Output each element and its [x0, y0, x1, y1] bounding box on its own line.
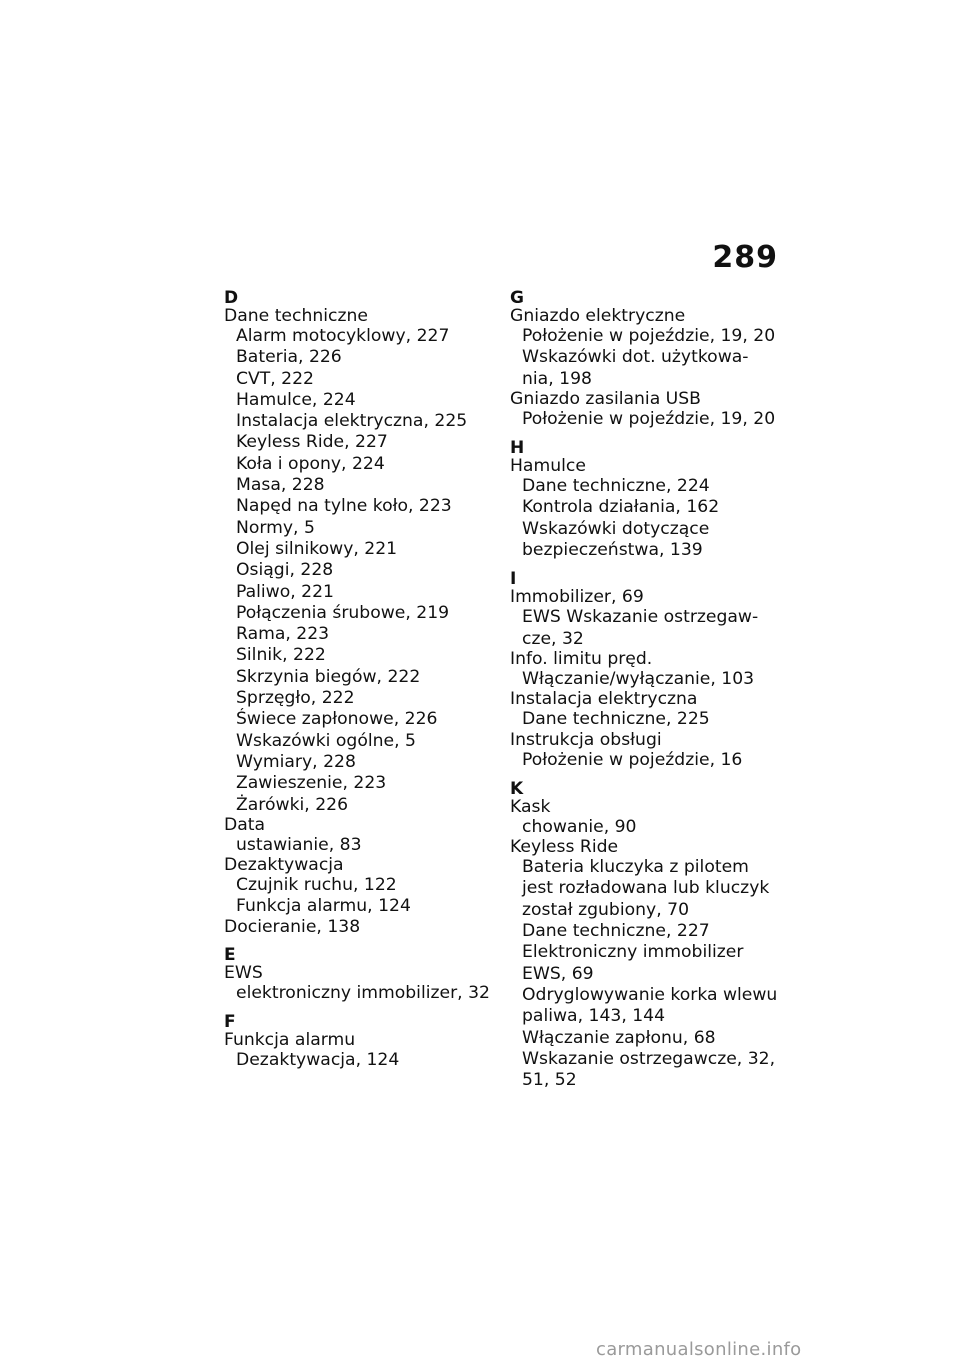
index-column-right — [510, 290, 782, 1091]
index-entry: Instalacja elektryczna — [510, 689, 698, 710]
index-letter-heading: H — [510, 438, 525, 459]
index-entry: Docieranie, 138 — [224, 916, 361, 937]
index-subentry: Wymiary, 228 — [236, 751, 356, 772]
index-letter-heading: F — [224, 1012, 236, 1033]
index-subentry: elektroniczny immobilizer, 32 — [236, 982, 490, 1003]
index-subentry: Elektroniczny immobilizer — [522, 942, 744, 963]
index-subentry: Olej silnikowy, 221 — [236, 538, 398, 559]
index-subentry: paliwa, 143, 144 — [522, 1006, 666, 1027]
index-subentry: Świece zapłonowe, 226 — [236, 709, 438, 730]
index-entry: Gniazdo zasilania USB — [510, 388, 701, 409]
index-subentry: Wskazanie ostrzegawcze, 32, — [522, 1048, 776, 1069]
index-letter-heading: E — [224, 944, 236, 965]
index-subentry: Wskazówki dotyczące — [522, 518, 710, 539]
index-subentry: Rama, 223 — [236, 624, 330, 645]
index-subentry: Bateria kluczyka z pilotem — [522, 857, 749, 878]
index-subentry: Położenie w pojeździe, 19, 20 — [522, 408, 776, 429]
index-subentry: Normy, 5 — [236, 517, 315, 538]
index-letter-heading: K — [510, 778, 524, 799]
index-entry: Hamulce — [510, 456, 586, 477]
index-subentry: Włączanie/wyłączanie, 103 — [522, 668, 755, 689]
index-letter-heading: G — [510, 288, 524, 308]
index-subentry: chowanie, 90 — [522, 816, 637, 837]
index-subentry: EWS Wskazanie ostrzegaw- — [522, 607, 759, 628]
index-subentry: Keyless Ride, 227 — [236, 432, 388, 453]
index-subentry: 51, 52 — [522, 1070, 577, 1091]
index-subentry: Instalacja elektryczna, 225 — [236, 411, 468, 432]
index-subentry: EWS, 69 — [522, 963, 594, 984]
index-subentry: Sprzęgło, 222 — [236, 688, 355, 709]
index-subentry: Czujnik ruchu, 122 — [236, 875, 397, 896]
index-subentry: Skrzynia biegów, 222 — [236, 666, 421, 687]
index-entry: Keyless Ride — [510, 837, 619, 858]
index-subentry: Masa, 228 — [236, 475, 325, 496]
index-subentry: Wskazówki ogólne, 5 — [236, 730, 416, 751]
index-subentry: cze, 32 — [522, 628, 584, 649]
index-entry: Funkcja alarmu — [224, 1030, 356, 1051]
index-subentry: ustawianie, 83 — [236, 834, 362, 855]
index-subentry: Dane techniczne, 227 — [522, 921, 710, 942]
page-number: 289 — [712, 240, 778, 275]
watermark-text: carmanualsonline.info — [596, 1339, 802, 1360]
index-subentry: Osiągi, 228 — [236, 560, 334, 581]
index-subentry: Bateria, 226 — [236, 347, 342, 368]
index-subentry: Koła i opony, 224 — [236, 453, 385, 474]
index-subentry: Położenie w pojeździe, 19, 20 — [522, 326, 776, 346]
index-entry: Dane techniczne — [224, 306, 368, 326]
index-letter-heading: I — [510, 569, 517, 590]
index-letter-heading: D — [224, 288, 239, 308]
index-subentry: Silnik, 222 — [236, 645, 326, 666]
index-entry: Info. limitu pręd. — [510, 648, 653, 669]
index-subentry: Dane techniczne, 224 — [522, 476, 710, 497]
index-entry: Kask — [510, 796, 551, 817]
index-subentry: Połączenia śrubowe, 219 — [236, 602, 450, 623]
index-entry: Gniazdo elektryczne — [510, 306, 686, 326]
index-subentry: został zgubiony, 70 — [522, 899, 689, 920]
index-subentry: Zawieszenie, 223 — [236, 773, 387, 794]
index-subentry: bezpieczeństwa, 139 — [522, 540, 703, 561]
index-subentry: Alarm motocyklowy, 227 — [236, 326, 450, 346]
index-entry: EWS — [224, 962, 263, 983]
index-subentry: Kontrola działania, 162 — [522, 497, 720, 518]
index-subentry: Napęd na tylne koło, 223 — [236, 496, 452, 517]
index-entry: Immobilizer, 69 — [510, 587, 644, 608]
index-subentry: jest rozładowana lub kluczyk — [522, 878, 770, 899]
index-subentry: Dane techniczne, 225 — [522, 709, 710, 730]
index-subentry: Paliwo, 221 — [236, 581, 334, 602]
index-column-left — [224, 290, 496, 1071]
index-subentry: Włączanie zapłonu, 68 — [522, 1027, 716, 1048]
index-subentry: CVT, 222 — [236, 368, 314, 389]
index-subentry: Funkcja alarmu, 124 — [236, 896, 411, 917]
index-subentry: Wskazówki dot. użytkowa- — [522, 347, 749, 368]
index-subentry: Położenie w pojeździe, 16 — [522, 749, 743, 770]
index-subentry: Hamulce, 224 — [236, 389, 356, 410]
index-subentry: Odryglowywanie korka wlewu — [522, 984, 778, 1005]
index-entry: Data — [224, 814, 266, 835]
index-subentry: Żarówki, 226 — [236, 794, 349, 815]
index-subentry: Dezaktywacja, 124 — [236, 1050, 400, 1071]
index-entry: Instrukcja obsługi — [510, 729, 662, 750]
index-subentry: nia, 198 — [522, 368, 592, 389]
index-entry: Dezaktywacja — [224, 855, 344, 876]
